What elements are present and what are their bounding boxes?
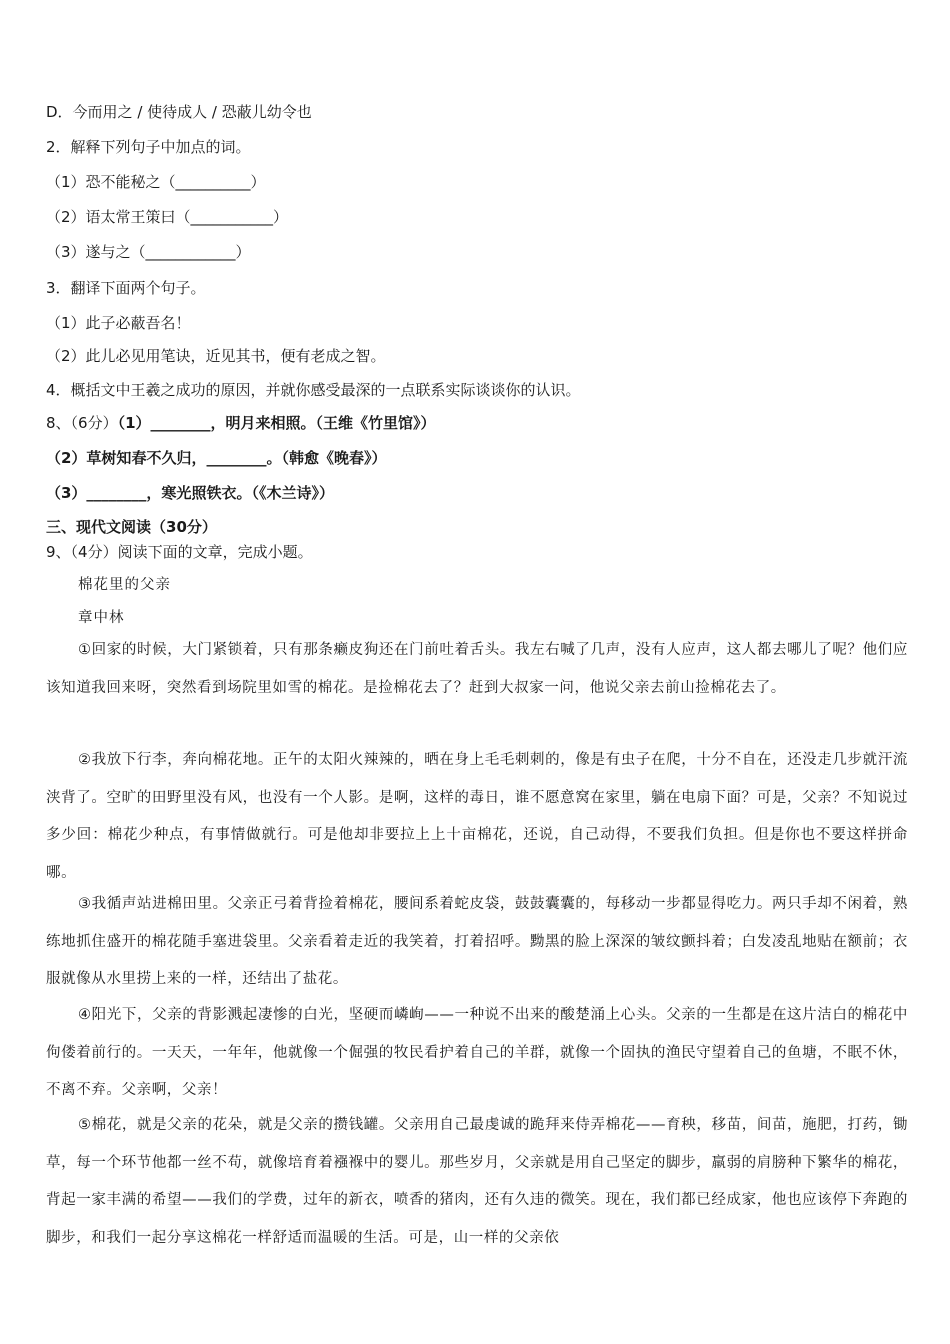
q4-title: 4．概括文中王羲之成功的原因，并就你感受最深的一点联系实际谈谈你的认识。 (46, 381, 581, 399)
q2-item-3: （3）遂与之（____________） (46, 243, 251, 261)
article-paragraph-1: ①回家的时候，大门紧锁着，只有那条癞皮狗还在门前吐着舌头。我左右喊了几声，没有人应声，这人都去哪儿了呢？他们应该知道我回来呀，突然看到场院里如雪的棉花。是捡棉花去了？赶到大叔家一问，他说父亲去前山捡棉花去了。 (46, 642, 908, 696)
article-paragraph-5: ⑤棉花，就是父亲的花朵，就是父亲的攒钱罐。父亲用自己最虔诚的跪拜来侍弄棉花——育秧，移苗，间苗，施肥，打药，锄草，每一个环节他都一丝不苟，就像培育着襁褓中的婴儿。那些岁月，父亲就是用自己坚定的脚步，羸弱的肩膀种下繁华的棉花，背起一家丰满的希望——我们的学费，过年的新衣，喷香的猪肉，还有久违的微笑。现在，我们都已经成家，他也应该停下奔跑的脚步，和我们一起分享这棉花一样舒适而温暖的生活。可是，山一样的父亲依 (46, 1117, 908, 1246)
q8-prefix: 8、（6分） (46, 414, 118, 432)
section-heading: 三、现代文阅读（30分） (46, 518, 217, 536)
q2-item-1: （1）恐不能秘之（__________） (46, 173, 266, 191)
article-paragraph-2: ②我放下行李，奔向棉花地。正午的太阳火辣辣的，晒在身上毛毛刺刺的，像是有虫子在爬，十分不自在，还没走几步就汗流浃背了。空旷的田野里没有风，也没有一个人影。是啊，这样的毒日，谁不愿意窝在家里，躺在电扇下面？可是，父亲？不知说过多少回：棉花少种点，有事情做就行。可是他却非要拉上上十亩棉花，还说，自己动得，不要我们负担。但是你也不要这样拼命哪。 (46, 752, 908, 881)
q3-title: 3．翻译下面两个句子。 (46, 279, 206, 297)
q3-item-1: （1）此子必蔽吾名！ (46, 314, 191, 332)
article-author: 章中林 (78, 610, 125, 626)
q2-item-2: （2）语太常王策曰（___________） (46, 208, 289, 226)
article-paragraph-4: ④阳光下，父亲的背影溅起凄惨的白光，坚硬而嶙峋——一种说不出来的酸楚涌上心头。父亲的一生都是在这片洁白的棉花中佝偻着前行的。一天天，一年年，他就像一个倔强的牧民看护着自己的羊群，就像一个固执的渔民守望着自己的鱼塘，不眠不休，不离不弃。父亲啊，父亲！ (46, 1007, 908, 1098)
q8-line-1 (46, 413, 436, 433)
article-title: 棉花里的父亲 (78, 577, 171, 593)
q8-blank-1: （1）________，明月来相照。（王维《竹里馆》） (117, 414, 436, 432)
q8-line-2: （2）草树知春不久归，________。（韩愈《晚春》） (46, 449, 387, 467)
q8-line-3: （3）________，寒光照铁衣。（《木兰诗》） (46, 484, 334, 502)
article-paragraph-3: ③我循声站进棉田里。父亲正弓着背捡着棉花，腰间系着蛇皮袋，鼓鼓囊囊的，每移动一步都显得吃力。两只手却不闲着，熟练地抓住盛开的棉花随手塞进袋里。父亲看着走近的我笑着，打着招呼。黝黑的脸上深深的皱纹颤抖着；白发凌乱地贴在额前；衣服就像从水里捞上来的一样，还结出了盐花。 (46, 896, 908, 987)
q3-item-2: （2）此儿必见用笔诀，近见其书，便有老成之智。 (46, 347, 386, 365)
q2-title: 2．解释下列句子中加点的词。 (46, 138, 251, 156)
q9-intro: 9、（4分）阅读下面的文章，完成小题。 (46, 543, 313, 561)
q7-option-d: D．今而用之 / 使待成人 / 恐蔽儿幼令也 (46, 103, 312, 121)
